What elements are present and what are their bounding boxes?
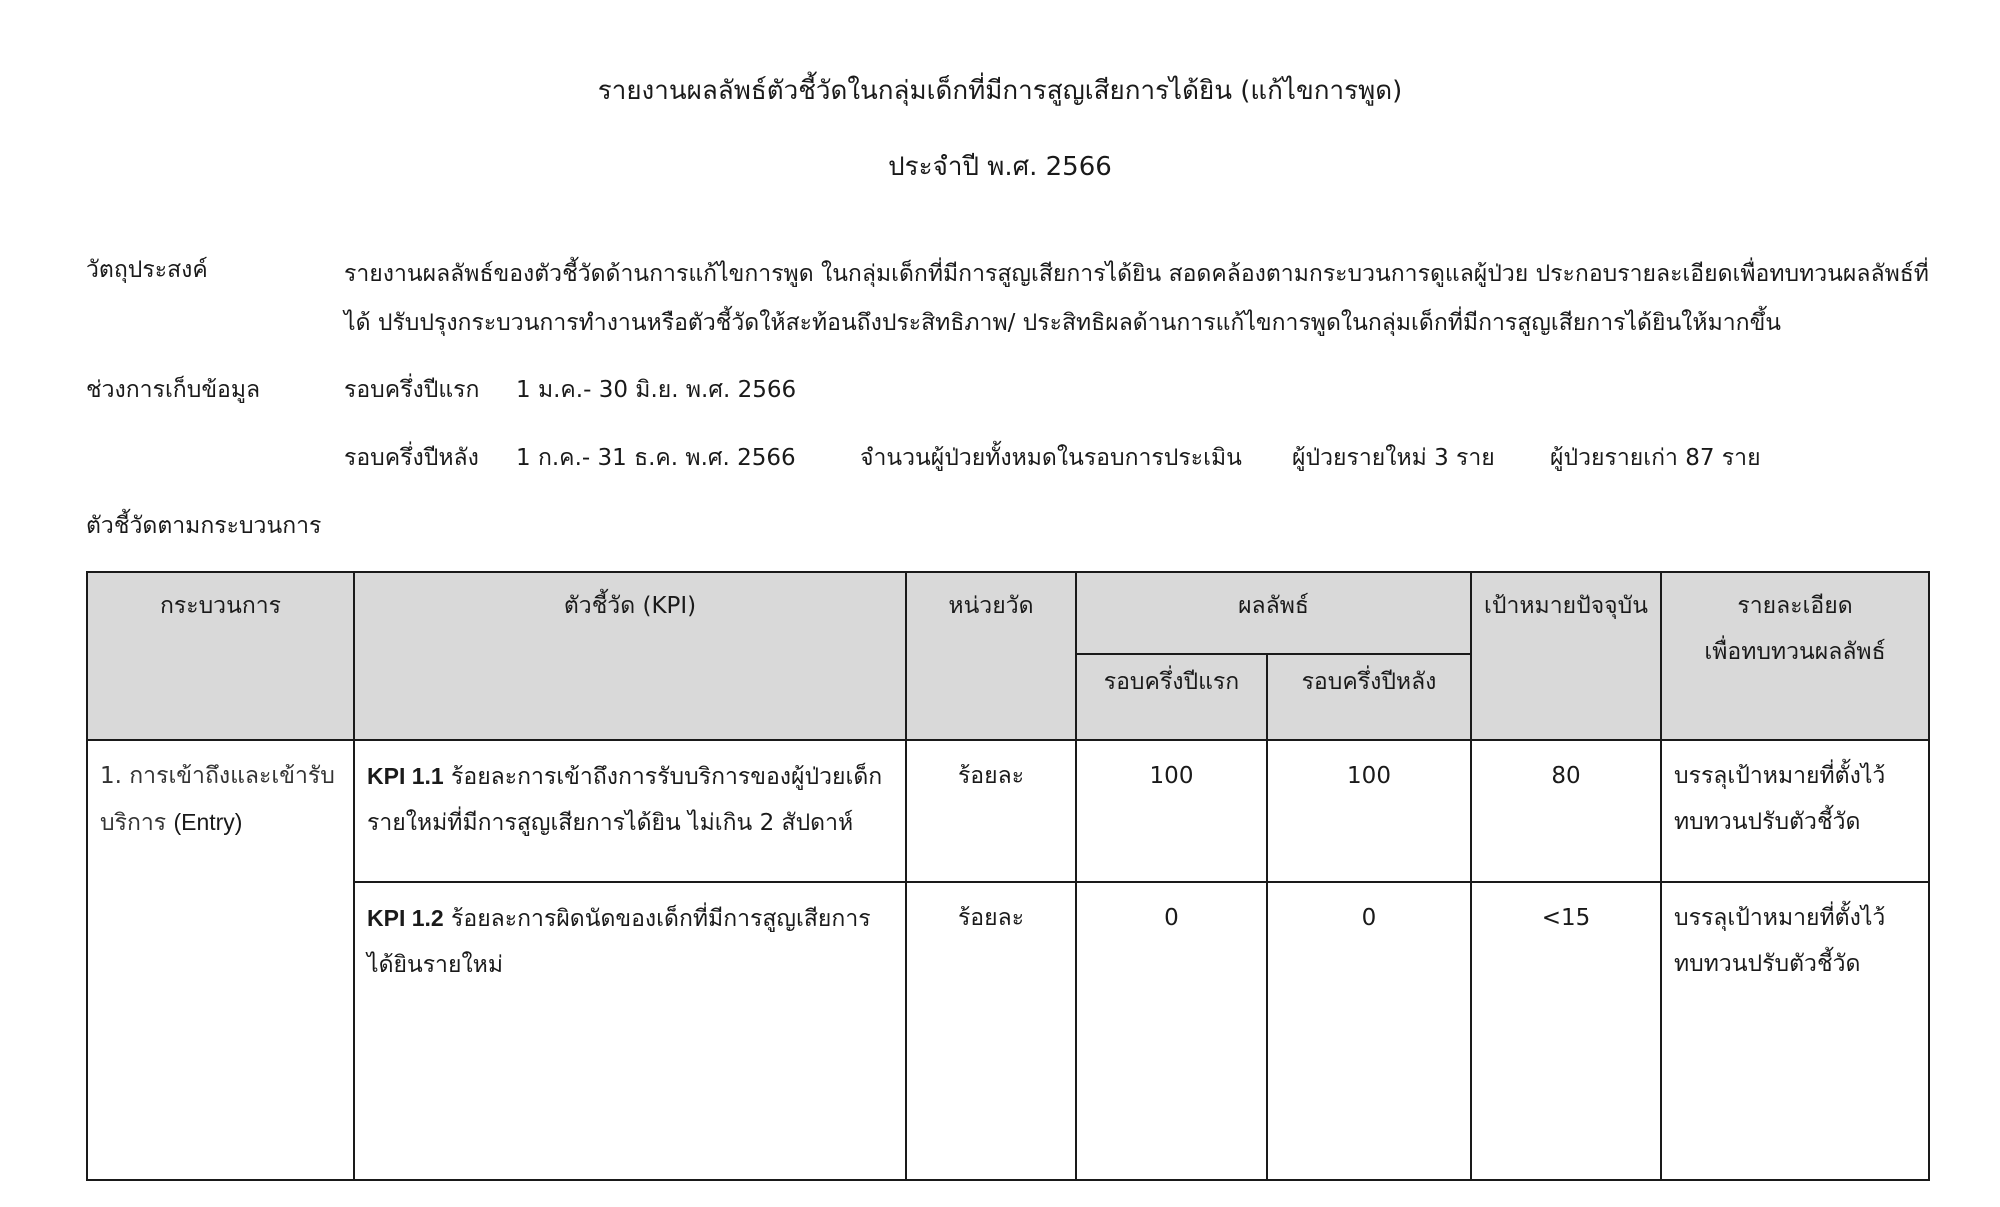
unit-cell: ร้อยละ — [906, 740, 1076, 882]
result-first-cell: 0 — [1076, 882, 1267, 1180]
header-process: กระบวนการ — [87, 572, 354, 740]
table-row — [87, 740, 1929, 882]
new-patients-count: ผู้ป่วยรายใหม่ 3 ราย — [1292, 445, 1495, 471]
kpi-description: ร้อยละการเข้าถึงการรับบริการของผู้ป่วยเด็กรายใหม่ที่มีการสูญเสียการได้ยิน ไม่เกิน 2 สัปดาห์ — [367, 764, 883, 836]
header-result-first-half: รอบครึ่งปีแรก — [1076, 654, 1267, 740]
process-cell — [87, 740, 354, 1180]
objective-text: รายงานผลลัพธ์ของตัวชี้วัดด้านการแก้ไขการพูด ในกลุ่มเด็กที่มีการสูญเสียการได้ยิน สอดคล้องตามกระบวนการดูแลผู้ป่วย ประกอบรายละเอียดเพื่อทบทวนผลลัพธ์ที่ได้ ปรับปรุงกระบวนการทำงานหรือตัวชี้วัดให้สะท้อนถึงประสิทธิภาพ/ ประสิทธิผลด้านการแก้ไขการพูดในกลุ่มเด็กที่มีการสูญเสียการได้ยินให้มากขึ้น — [344, 261, 1929, 336]
header-target: เป้าหมายปัจจุบัน — [1471, 572, 1661, 740]
target-cell: 80 — [1471, 740, 1661, 882]
first-half-range: 1 ม.ค.- 30 มิ.ย. พ.ศ. 2566 — [516, 377, 797, 403]
header-detail — [1661, 572, 1929, 740]
objective-label: วัตถุประสงค์ — [86, 257, 208, 283]
detail-cell: บรรลุเป้าหมายที่ตั้งไว้ ทบทวนปรับตัวชี้วัด — [1661, 882, 1929, 1180]
target-cell: <15 — [1471, 882, 1661, 1180]
result-second-cell: 100 — [1267, 740, 1471, 882]
total-patients-label: จำนวนผู้ป่วยทั้งหมดในรอบการประเมิน — [860, 445, 1242, 471]
kpi-code: KPI 1.2 — [367, 905, 444, 931]
second-half-range: 1 ก.ค.- 31 ธ.ค. พ.ศ. 2566 — [516, 445, 796, 471]
header-kpi: ตัวชี้วัด (KPI) — [354, 572, 906, 740]
kpi-description: ร้อยละการผิดนัดของเด็กที่มีการสูญเสียการได้ยินรายใหม่ — [367, 906, 871, 978]
table-row — [87, 882, 1929, 1180]
kpi-cell — [354, 882, 906, 1180]
header-unit: หน่วยวัด — [906, 572, 1076, 740]
header-result: ผลลัพธ์ — [1076, 572, 1471, 654]
process-name: 1. การเข้าถึงและเข้ารับบริการ — [100, 763, 335, 836]
process-kpi-heading: ตัวชี้วัดตามกระบวนการ — [86, 513, 322, 539]
collection-period-label: ช่วงการเก็บข้อมูล — [86, 377, 261, 403]
detail-cell: บรรลุเป้าหมายที่ตั้งไว้ ทบทวนปรับตัวชี้วัด — [1661, 740, 1929, 882]
result-second-cell: 0 — [1267, 882, 1471, 1180]
header-detail-line1: รายละเอียด — [1737, 593, 1853, 619]
kpi-cell — [354, 740, 906, 882]
result-first-cell: 100 — [1076, 740, 1267, 882]
header-result-second-half: รอบครึ่งปีหลัง — [1267, 654, 1471, 740]
kpi-code: KPI 1.1 — [367, 763, 444, 789]
header-detail-line2: เพื่อทบทวนผลลัพธ์ — [1704, 639, 1886, 665]
old-patients-count: ผู้ป่วยรายเก่า 87 ราย — [1550, 445, 1761, 471]
report-subtitle: ประจำปี พ.ศ. 2566 — [888, 152, 1112, 182]
second-half-label: รอบครึ่งปีหลัง — [344, 445, 479, 471]
unit-cell: ร้อยละ — [906, 882, 1076, 1180]
process-code: (Entry) — [173, 809, 243, 835]
kpi-table — [86, 571, 1930, 1181]
report-title: รายงานผลลัพธ์ตัวชี้วัดในกลุ่มเด็กที่มีการสูญเสียการได้ยิน (แก้ไขการพูด) — [597, 76, 1403, 106]
first-half-label: รอบครึ่งปีแรก — [344, 377, 480, 403]
